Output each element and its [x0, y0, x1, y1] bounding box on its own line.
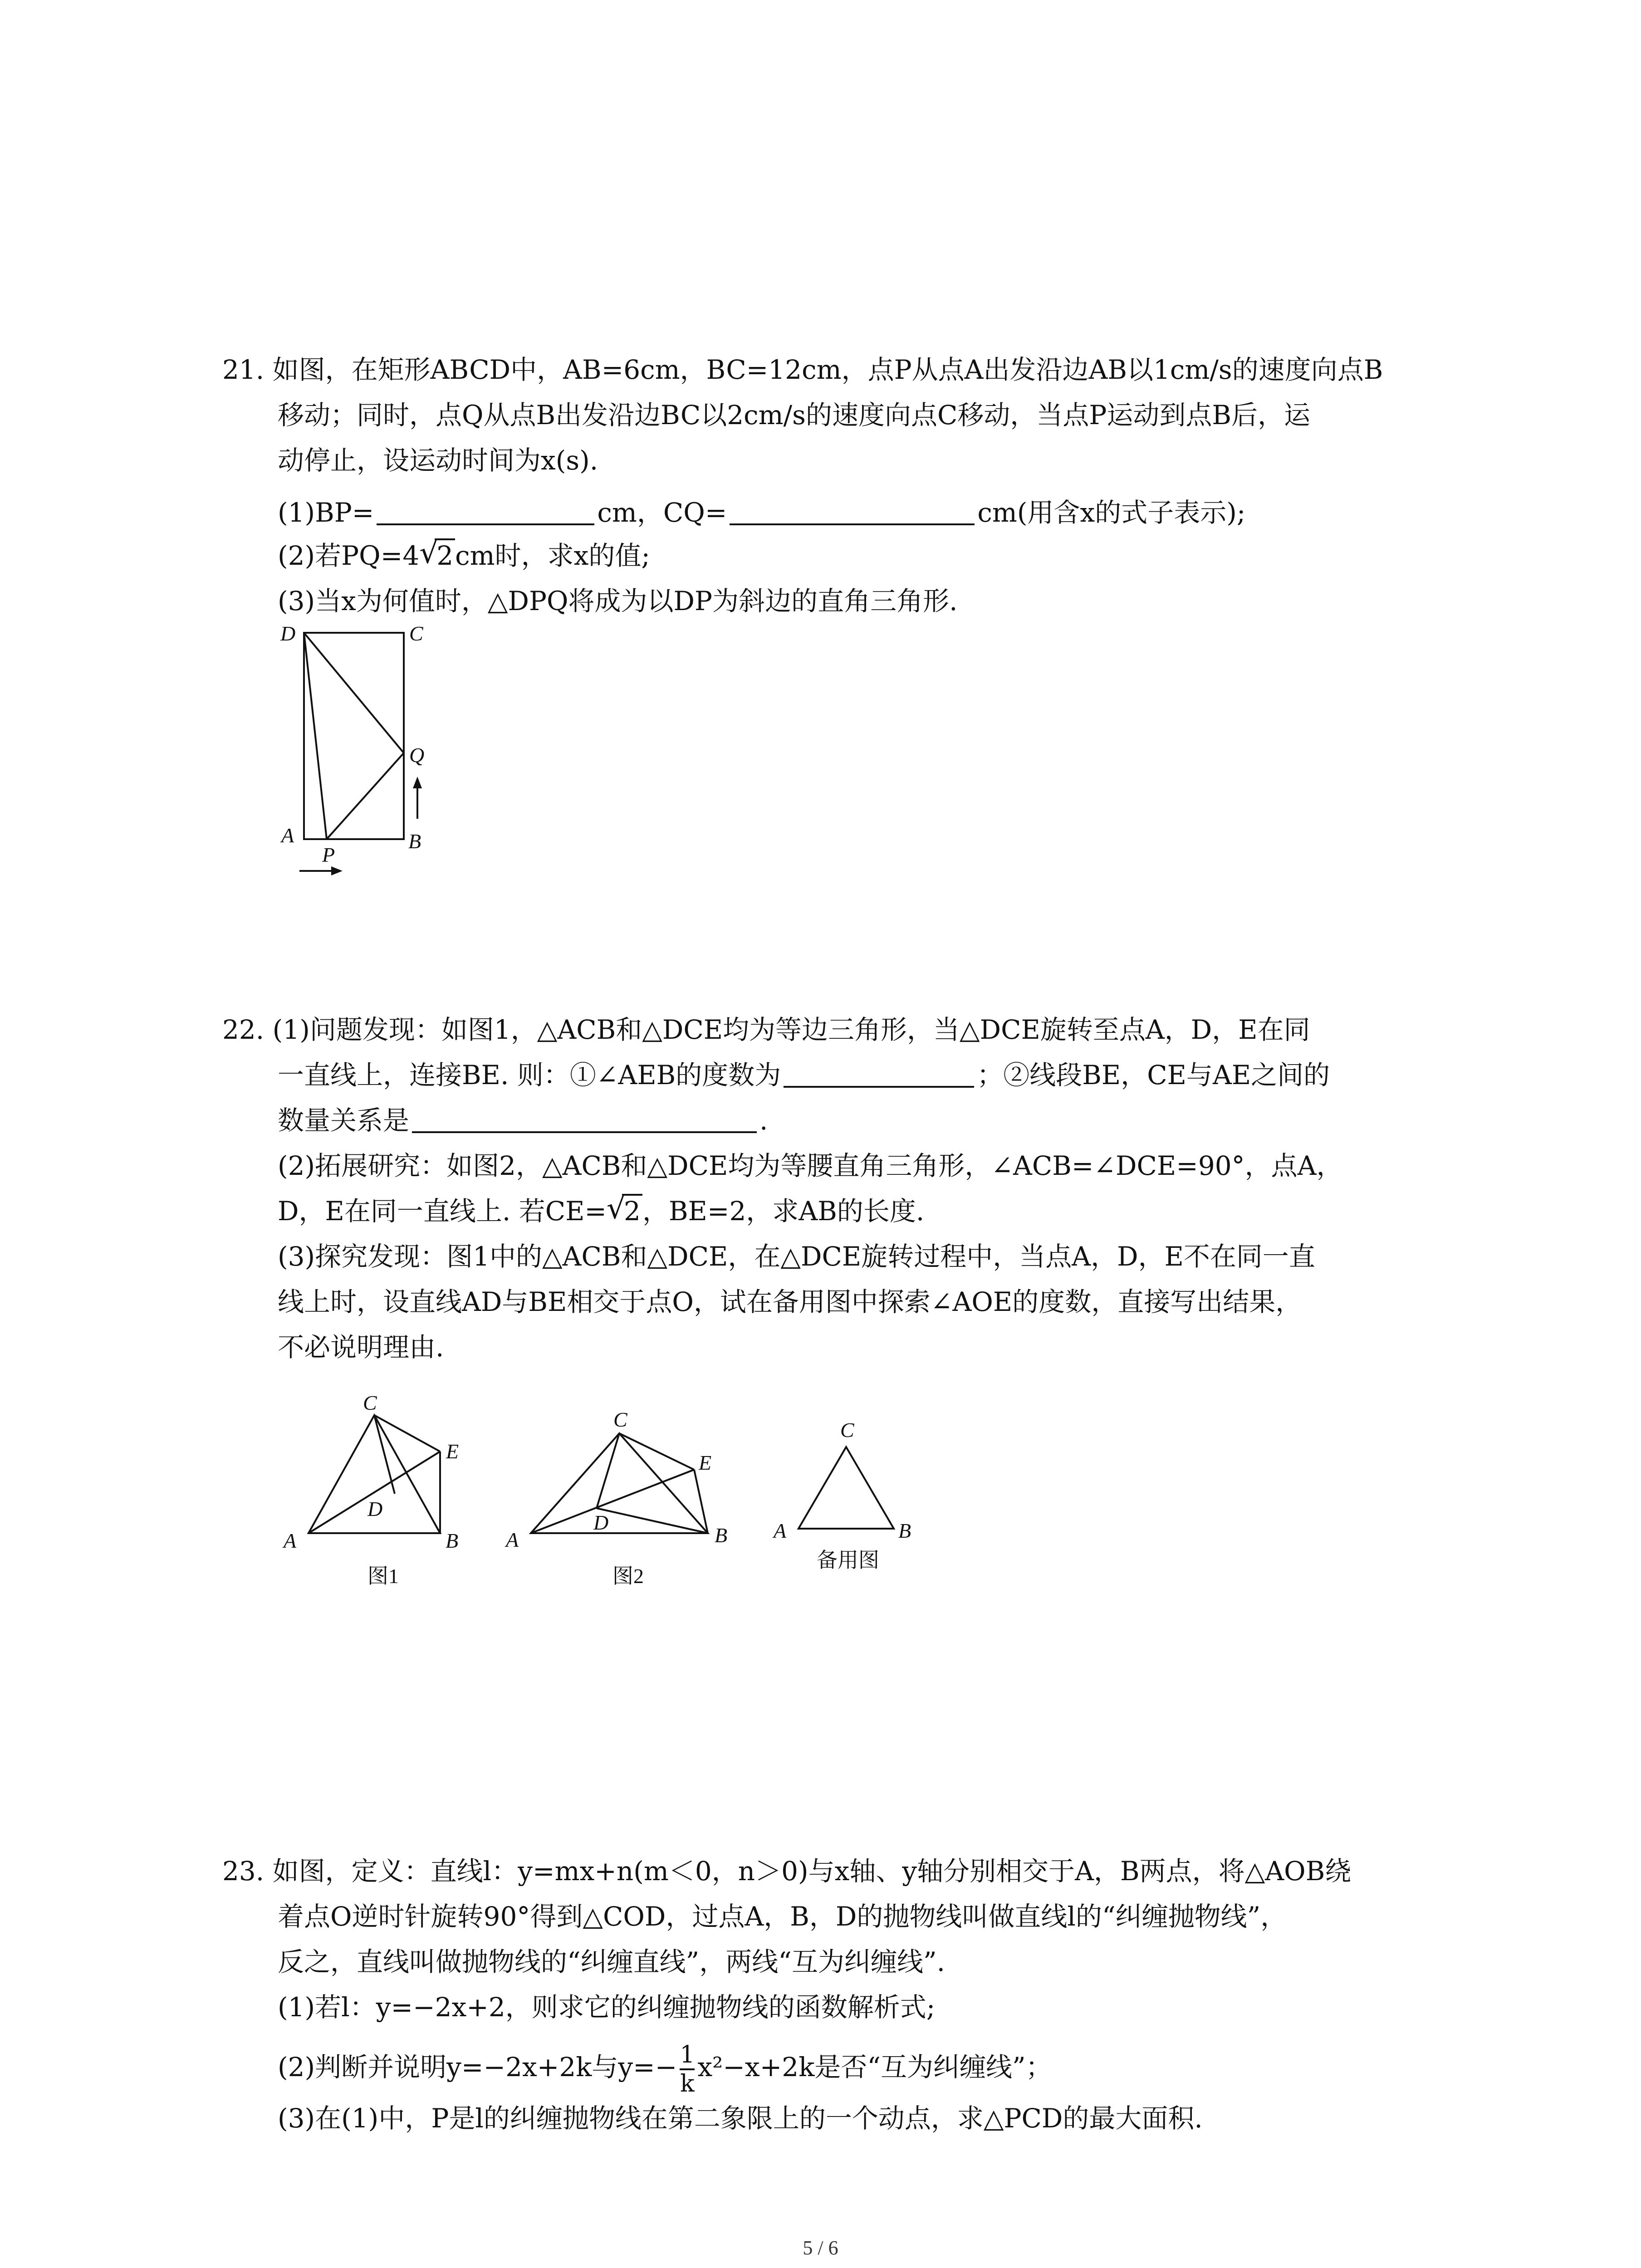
q23-line-5-a: (2)判断并说明y=−2x+2k与y=−	[278, 2052, 677, 2083]
q21-part-2	[278, 535, 650, 574]
fig2-label-C: C	[613, 1408, 627, 1431]
answer-blank-angle-aeb[interactable]	[784, 1059, 974, 1088]
q21-part-1-a: (1)BP=	[278, 497, 374, 528]
fig1-label-E: E	[446, 1440, 459, 1463]
q22-line-6: (3)探究发现：图1中的△ACB和△DCE，在△DCE旋转过程中，当点A，D，E不在同一直	[278, 1241, 1315, 1272]
label-Q: Q	[409, 743, 425, 767]
q23-line-3: 反之，直线叫做抛物线的“纠缠直线”，两线“互为纠缠线”.	[278, 1946, 945, 1977]
q23-line-5-b: x²−x+2k是否“互为纠缠线”；	[697, 2052, 1052, 2083]
answer-blank-bp[interactable]	[377, 496, 594, 525]
q21-line-1: 21. 如图，在矩形ABCD中，AB=6cm，BC=12cm，点P从点A出发沿边AB以1cm/s的速度向点B	[222, 354, 1383, 385]
q22-line-1: 22. (1)问题发现：如图1，△ACB和△DCE均为等边三角形，当△DCE旋转至点A，D，E在同	[222, 1014, 1310, 1045]
fig1-label-A: A	[284, 1529, 297, 1552]
fig3-label-B: B	[898, 1519, 911, 1542]
q22-figure-1	[272, 1374, 481, 1592]
answer-blank-relation[interactable]	[412, 1104, 757, 1133]
sqrt-symbol: √ 2	[419, 538, 455, 574]
answer-blank-cq[interactable]	[730, 496, 975, 525]
fig1-label-B: B	[446, 1529, 459, 1552]
fig1-label-D: D	[367, 1497, 383, 1520]
fraction	[680, 2041, 695, 2097]
fraction-denominator: k	[680, 2068, 695, 2097]
q22-line-2	[278, 1057, 1330, 1093]
q22-line-7: 线上时，设直线AD与BE相交于点O，试在备用图中探索∠AOE的度数，直接写出结果，	[278, 1286, 1302, 1317]
label-B: B	[408, 830, 421, 853]
label-P: P	[322, 843, 335, 866]
fig2-caption: 图2	[612, 1564, 644, 1588]
q23-line-4: (1)若l：y=−2x+2，则求它的纠缠抛物线的函数解析式;	[278, 1992, 936, 2023]
q23-line-2: 着点O逆时针旋转90°得到△COD，过点A，B，D的抛物线叫做直线l的“纠缠抛物线”，	[278, 1901, 1287, 1932]
q22-line-2-a: 一直线上，连接BE. 则：①∠AEB的度数为	[278, 1060, 781, 1090]
q22-line-2-b: ；②线段BE，CE与AE之间的	[977, 1060, 1330, 1090]
fig2-label-B: B	[715, 1524, 728, 1547]
label-C: C	[409, 622, 423, 645]
label-D: D	[280, 622, 296, 645]
fig1-label-C: C	[363, 1391, 377, 1414]
fig3-caption: 备用图	[817, 1549, 879, 1572]
sqrt-radicand: 2	[622, 1194, 642, 1227]
q22-line-8: 不必说明理由.	[278, 1332, 444, 1363]
q21-part-1	[278, 494, 1245, 531]
q21-rectangle-figure	[268, 617, 458, 889]
q21-line-3: 动停止，设运动时间为x(s).	[278, 445, 598, 476]
q22-line-3-b: .	[759, 1105, 768, 1136]
q21-part-2-b: cm时，求x的值;	[455, 540, 650, 571]
q22-figure-2	[495, 1402, 749, 1592]
fig2-label-E: E	[699, 1451, 712, 1474]
label-A: A	[281, 824, 294, 847]
fig2-label-A: A	[506, 1528, 519, 1551]
fig1-caption: 图1	[367, 1564, 399, 1588]
q22-line-3	[278, 1102, 768, 1139]
page-number: 5 / 6	[803, 2237, 838, 2259]
q21-part-1-b: cm，CQ=	[597, 497, 727, 528]
q21-part-2-a: (2)若PQ=4	[278, 540, 420, 571]
q22-line-3-a: 数量关系是	[278, 1105, 410, 1136]
q23-line-5	[278, 2041, 1052, 2097]
fraction-numerator: 1	[680, 2041, 695, 2068]
q23-line-6: (3)在(1)中，P是l的纠缠抛物线在第二象限上的一个动点，求△PCD的最大面积.	[278, 2103, 1203, 2134]
sqrt-symbol: √ 2	[607, 1193, 642, 1229]
fig3-label-C: C	[840, 1418, 854, 1442]
q21-part-3: (3)当x为何值时，△DPQ将成为以DP为斜边的直角三角形.	[278, 586, 958, 616]
q21-line-2: 移动；同时，点Q从点B出发沿边BC以2cm/s的速度向点C移动，当点P运动到点B后，运	[278, 400, 1310, 430]
q22-line-5	[278, 1193, 924, 1229]
q22-line-4: (2)拓展研究：如图2，△ACB和△DCE均为等腰直角三角形，∠ACB=∠DCE=90°，点A，	[278, 1150, 1343, 1181]
fig2-label-D: D	[593, 1511, 609, 1534]
q22-line-5-b: ，BE=2，求AB的长度.	[642, 1196, 925, 1227]
q21-part-1-c: cm(用含x的式子表示);	[977, 497, 1246, 528]
q22-line-5-a: D，E在同一直线上. 若CE=	[278, 1196, 607, 1227]
fig3-label-A: A	[774, 1519, 787, 1542]
sqrt-radicand: 2	[435, 538, 455, 571]
q22-backup-figure	[762, 1402, 944, 1592]
q23-line-1: 23. 如图，定义：直线l：y=mx+n(m＜0，n＞0)与x轴、y轴分别相交于A，B两点，将△AOB绕	[222, 1856, 1352, 1887]
